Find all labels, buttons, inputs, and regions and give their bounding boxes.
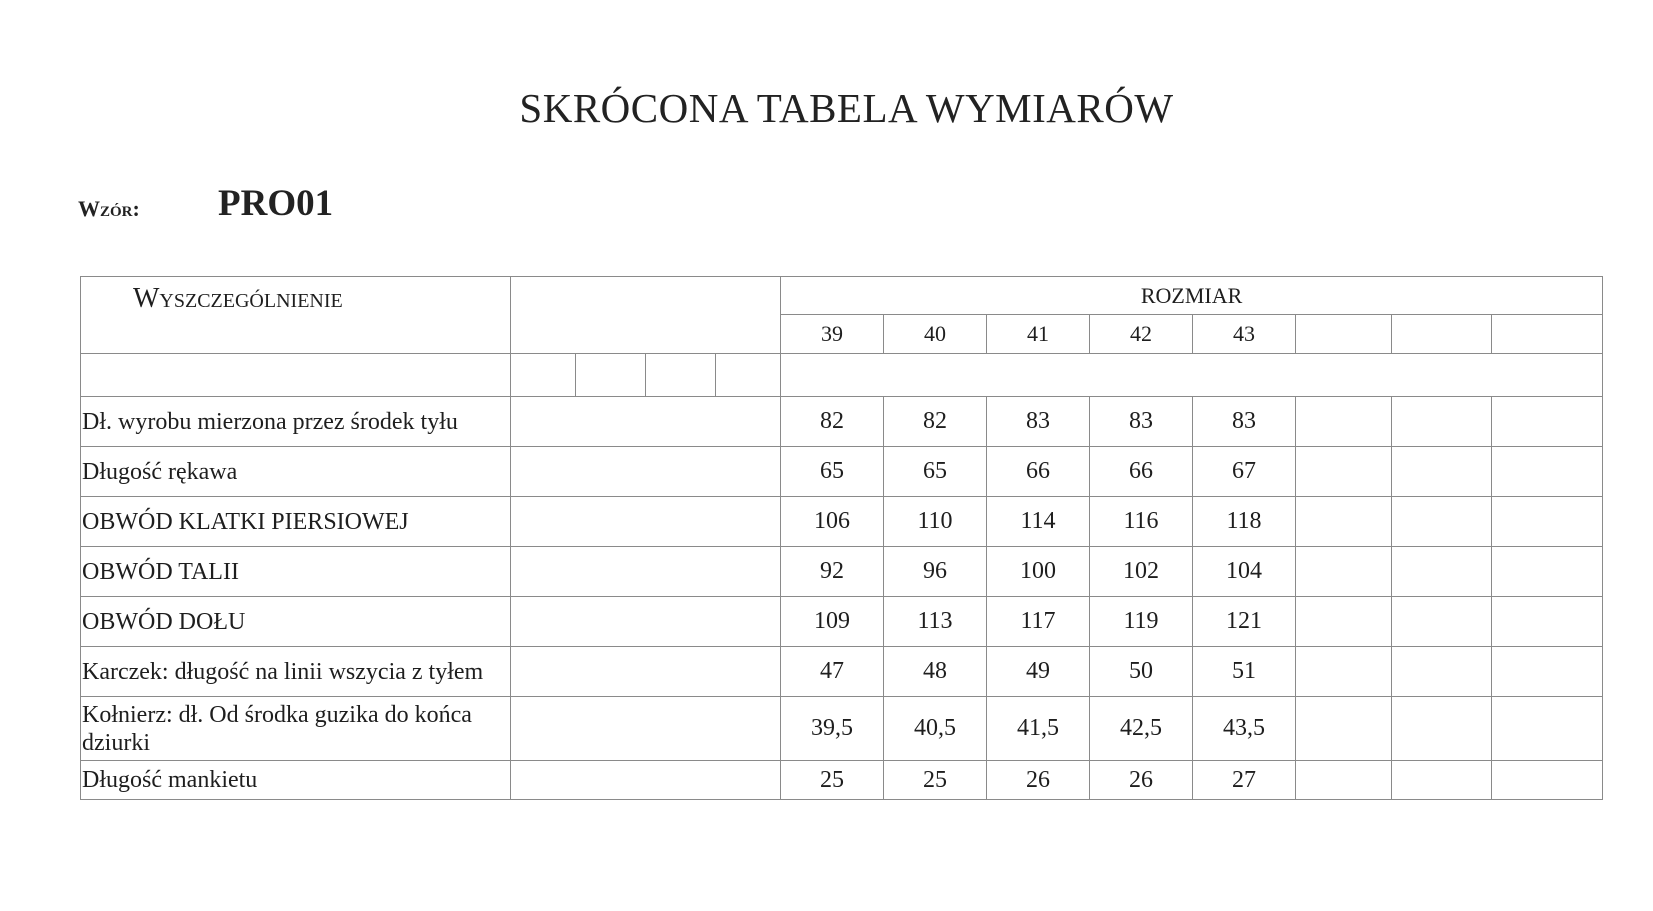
value-cell: 42,5 xyxy=(1090,697,1193,761)
value-cell xyxy=(1492,397,1603,447)
value-cell xyxy=(1296,447,1392,497)
value-cell: 25 xyxy=(884,761,987,800)
size-col: 42 xyxy=(1090,315,1193,354)
value-cell: 65 xyxy=(781,447,884,497)
value-cell: 109 xyxy=(781,597,884,647)
model-label: Wzór: xyxy=(78,196,140,221)
spacer-cell xyxy=(781,354,1603,397)
value-cell xyxy=(1296,597,1392,647)
value-cell xyxy=(1296,397,1392,447)
table-row xyxy=(81,647,1603,697)
row-label: Karczek: długość na linii wszycia z tyłem xyxy=(81,647,511,697)
table-row xyxy=(81,397,1603,447)
value-cell: 26 xyxy=(987,761,1090,800)
value-cell: 83 xyxy=(1193,397,1296,447)
value-cell xyxy=(1296,761,1392,800)
value-cell xyxy=(1296,547,1392,597)
size-col: 41 xyxy=(987,315,1090,354)
value-cell xyxy=(1296,497,1392,547)
value-cell xyxy=(1492,547,1603,597)
header-spec: Wyszczególnienie xyxy=(81,277,511,354)
value-cell: 51 xyxy=(1193,647,1296,697)
table-row xyxy=(81,547,1603,597)
value-cell xyxy=(1492,647,1603,697)
spacer-cell xyxy=(576,354,646,397)
row-label: OBWÓD TALII xyxy=(81,547,511,597)
value-cell: 27 xyxy=(1193,761,1296,800)
row-label: Długość mankietu xyxy=(81,761,511,800)
value-cell xyxy=(1392,761,1492,800)
spacer-cell xyxy=(511,354,576,397)
row-label: OBWÓD KLATKI PIERSIOWEJ xyxy=(81,497,511,547)
header-row-top xyxy=(81,277,1603,315)
row-blank-cell xyxy=(511,497,781,547)
value-cell: 66 xyxy=(1090,447,1193,497)
spacer-row xyxy=(81,354,1603,397)
value-cell xyxy=(1392,397,1492,447)
value-cell xyxy=(1296,697,1392,761)
size-col: 39 xyxy=(781,315,884,354)
value-cell: 67 xyxy=(1193,447,1296,497)
row-blank-cell xyxy=(511,697,781,761)
row-blank-cell xyxy=(511,597,781,647)
value-cell xyxy=(1392,697,1492,761)
value-cell: 92 xyxy=(781,547,884,597)
value-cell xyxy=(1392,547,1492,597)
value-cell xyxy=(1392,447,1492,497)
table-row xyxy=(81,447,1603,497)
spacer-cell xyxy=(81,354,511,397)
table-row xyxy=(81,597,1603,647)
value-cell: 83 xyxy=(1090,397,1193,447)
value-cell: 82 xyxy=(781,397,884,447)
spacer-cell xyxy=(646,354,716,397)
value-cell: 47 xyxy=(781,647,884,697)
value-cell xyxy=(1296,647,1392,697)
size-col xyxy=(1296,315,1392,354)
value-cell xyxy=(1392,497,1492,547)
value-cell: 119 xyxy=(1090,597,1193,647)
value-cell xyxy=(1392,597,1492,647)
value-cell: 26 xyxy=(1090,761,1193,800)
value-cell: 65 xyxy=(884,447,987,497)
row-blank-cell xyxy=(511,447,781,497)
value-cell: 39,5 xyxy=(781,697,884,761)
document-title: SKRÓCONA TABELA WYMIARÓW xyxy=(519,85,1174,131)
row-blank-cell xyxy=(511,761,781,800)
value-cell: 104 xyxy=(1193,547,1296,597)
row-label: Dł. wyrobu mierzona przez środek tyłu xyxy=(81,397,511,447)
value-cell xyxy=(1492,697,1603,761)
value-cell: 113 xyxy=(884,597,987,647)
value-cell: 96 xyxy=(884,547,987,597)
value-cell: 121 xyxy=(1193,597,1296,647)
row-blank-cell xyxy=(511,647,781,697)
value-cell: 48 xyxy=(884,647,987,697)
row-blank-cell xyxy=(511,547,781,597)
model-code: PRO01 xyxy=(218,183,334,224)
size-col: 40 xyxy=(884,315,987,354)
table-row xyxy=(81,761,1603,800)
row-label: OBWÓD DOŁU xyxy=(81,597,511,647)
table-row xyxy=(81,697,1603,761)
value-cell: 106 xyxy=(781,497,884,547)
value-cell xyxy=(1492,497,1603,547)
value-cell: 114 xyxy=(987,497,1090,547)
size-table xyxy=(80,276,1603,800)
spacer-cell xyxy=(716,354,781,397)
value-cell: 110 xyxy=(884,497,987,547)
value-cell: 41,5 xyxy=(987,697,1090,761)
value-cell: 82 xyxy=(884,397,987,447)
value-cell: 40,5 xyxy=(884,697,987,761)
value-cell: 117 xyxy=(987,597,1090,647)
table-row xyxy=(81,497,1603,547)
value-cell: 102 xyxy=(1090,547,1193,597)
value-cell: 25 xyxy=(781,761,884,800)
value-cell xyxy=(1492,447,1603,497)
value-cell: 118 xyxy=(1193,497,1296,547)
value-cell: 116 xyxy=(1090,497,1193,547)
value-cell xyxy=(1492,761,1603,800)
value-cell: 83 xyxy=(987,397,1090,447)
header-blank-cell xyxy=(511,277,781,354)
size-col xyxy=(1392,315,1492,354)
size-col xyxy=(1492,315,1603,354)
row-label: Długość rękawa xyxy=(81,447,511,497)
value-cell xyxy=(1492,597,1603,647)
value-cell: 100 xyxy=(987,547,1090,597)
value-cell: 66 xyxy=(987,447,1090,497)
value-cell: 50 xyxy=(1090,647,1193,697)
value-cell xyxy=(1392,647,1492,697)
row-label: Kołnierz: dł. Od środka guzika do końca dziurki xyxy=(81,697,511,761)
value-cell: 49 xyxy=(987,647,1090,697)
size-col: 43 xyxy=(1193,315,1296,354)
header-size: ROZMIAR xyxy=(781,277,1603,315)
value-cell: 43,5 xyxy=(1193,697,1296,761)
row-blank-cell xyxy=(511,397,781,447)
